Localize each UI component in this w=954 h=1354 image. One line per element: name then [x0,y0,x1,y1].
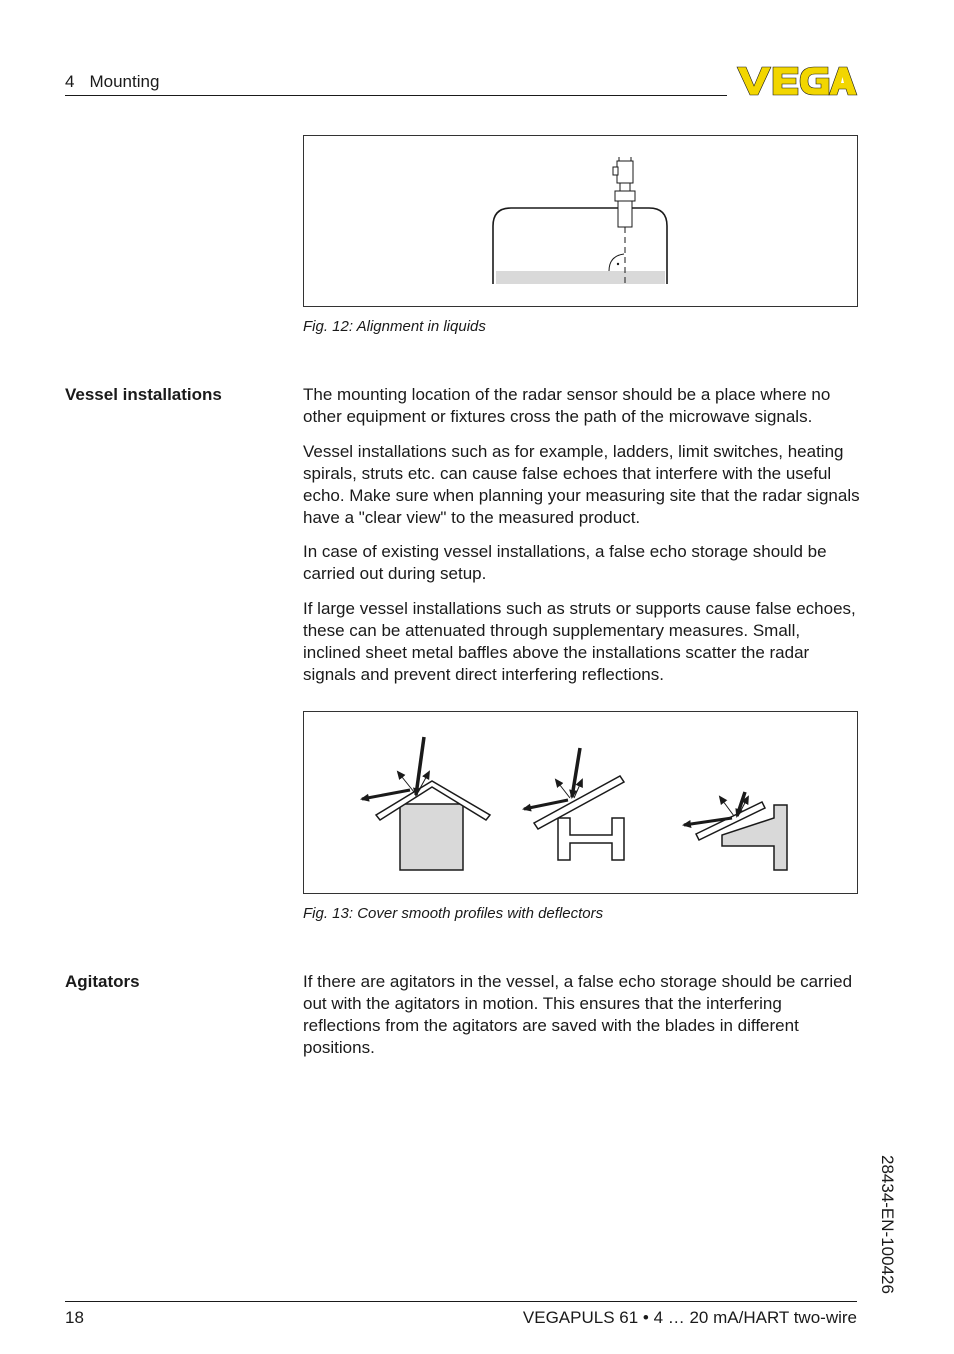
paragraph: In case of existing vessel installations, a false echo storage should be carried out during setup. [303,542,827,583]
vega-logo [735,64,859,98]
agitators-heading: Agitators [65,972,140,991]
paragraph: If there are agitators in the vessel, a false echo storage should be carried out with the agitators in motion. This ensures that the interfering reflections from the agitators are saved with the blades in different positions. [303,972,853,1057]
right-angle-dot [617,263,619,265]
deflector-roof-over-box [362,737,490,870]
section-header [65,72,159,92]
right-angle-arc [609,254,624,271]
paragraph: If large vessel installations such as struts or supports cause false echoes, these can be attenuated through supplementary measures. Small, inclined sheet metal baffles above the installations scatter the radar signals and prevent direct interfering reflections. [303,598,856,684]
figure-12-caption: Fig. 12: Alignment in liquids [303,318,486,335]
figure-13-illustration [304,712,857,893]
liquid-surface [496,271,665,284]
figure-12-illustration [304,136,857,306]
document-id: 28434-EN-100426 [878,1155,897,1294]
header-rule [65,95,727,96]
agitators-text [303,971,860,1072]
radar-sensor [613,157,635,227]
vessel-installations-text [303,384,860,698]
section-number: 4 [65,72,75,91]
vessel-installations-heading: Vessel installations [65,385,222,404]
product-name: VEGAPULS 61 • 4 … 20 mA/HART two-wire [522,1308,857,1327]
figure-12-alignment-in-liquids [303,135,858,307]
figure-13-caption: Fig. 13: Cover smooth profiles with deflectors [303,905,604,922]
deflector-plate-over-i-beam [524,748,624,860]
figure-13-deflectors [303,711,858,894]
footer-rule [65,1301,857,1302]
page-number: 18 [65,1308,84,1327]
paragraph: The mounting location of the radar sensor should be a place where no other equipment or fixtures cross the path of the microwave signals. [303,385,831,426]
paragraph: Vessel installations such as for example, ladders, limit switches, heating spirals, struts etc. can cause false echoes that interfere with the useful echo. Make sure when planning your measuring site that the radar signals have a "clear view" to the measured product. [303,441,860,527]
deflector-plate-over-t-profile [684,792,787,870]
section-title: Mounting [89,72,160,91]
